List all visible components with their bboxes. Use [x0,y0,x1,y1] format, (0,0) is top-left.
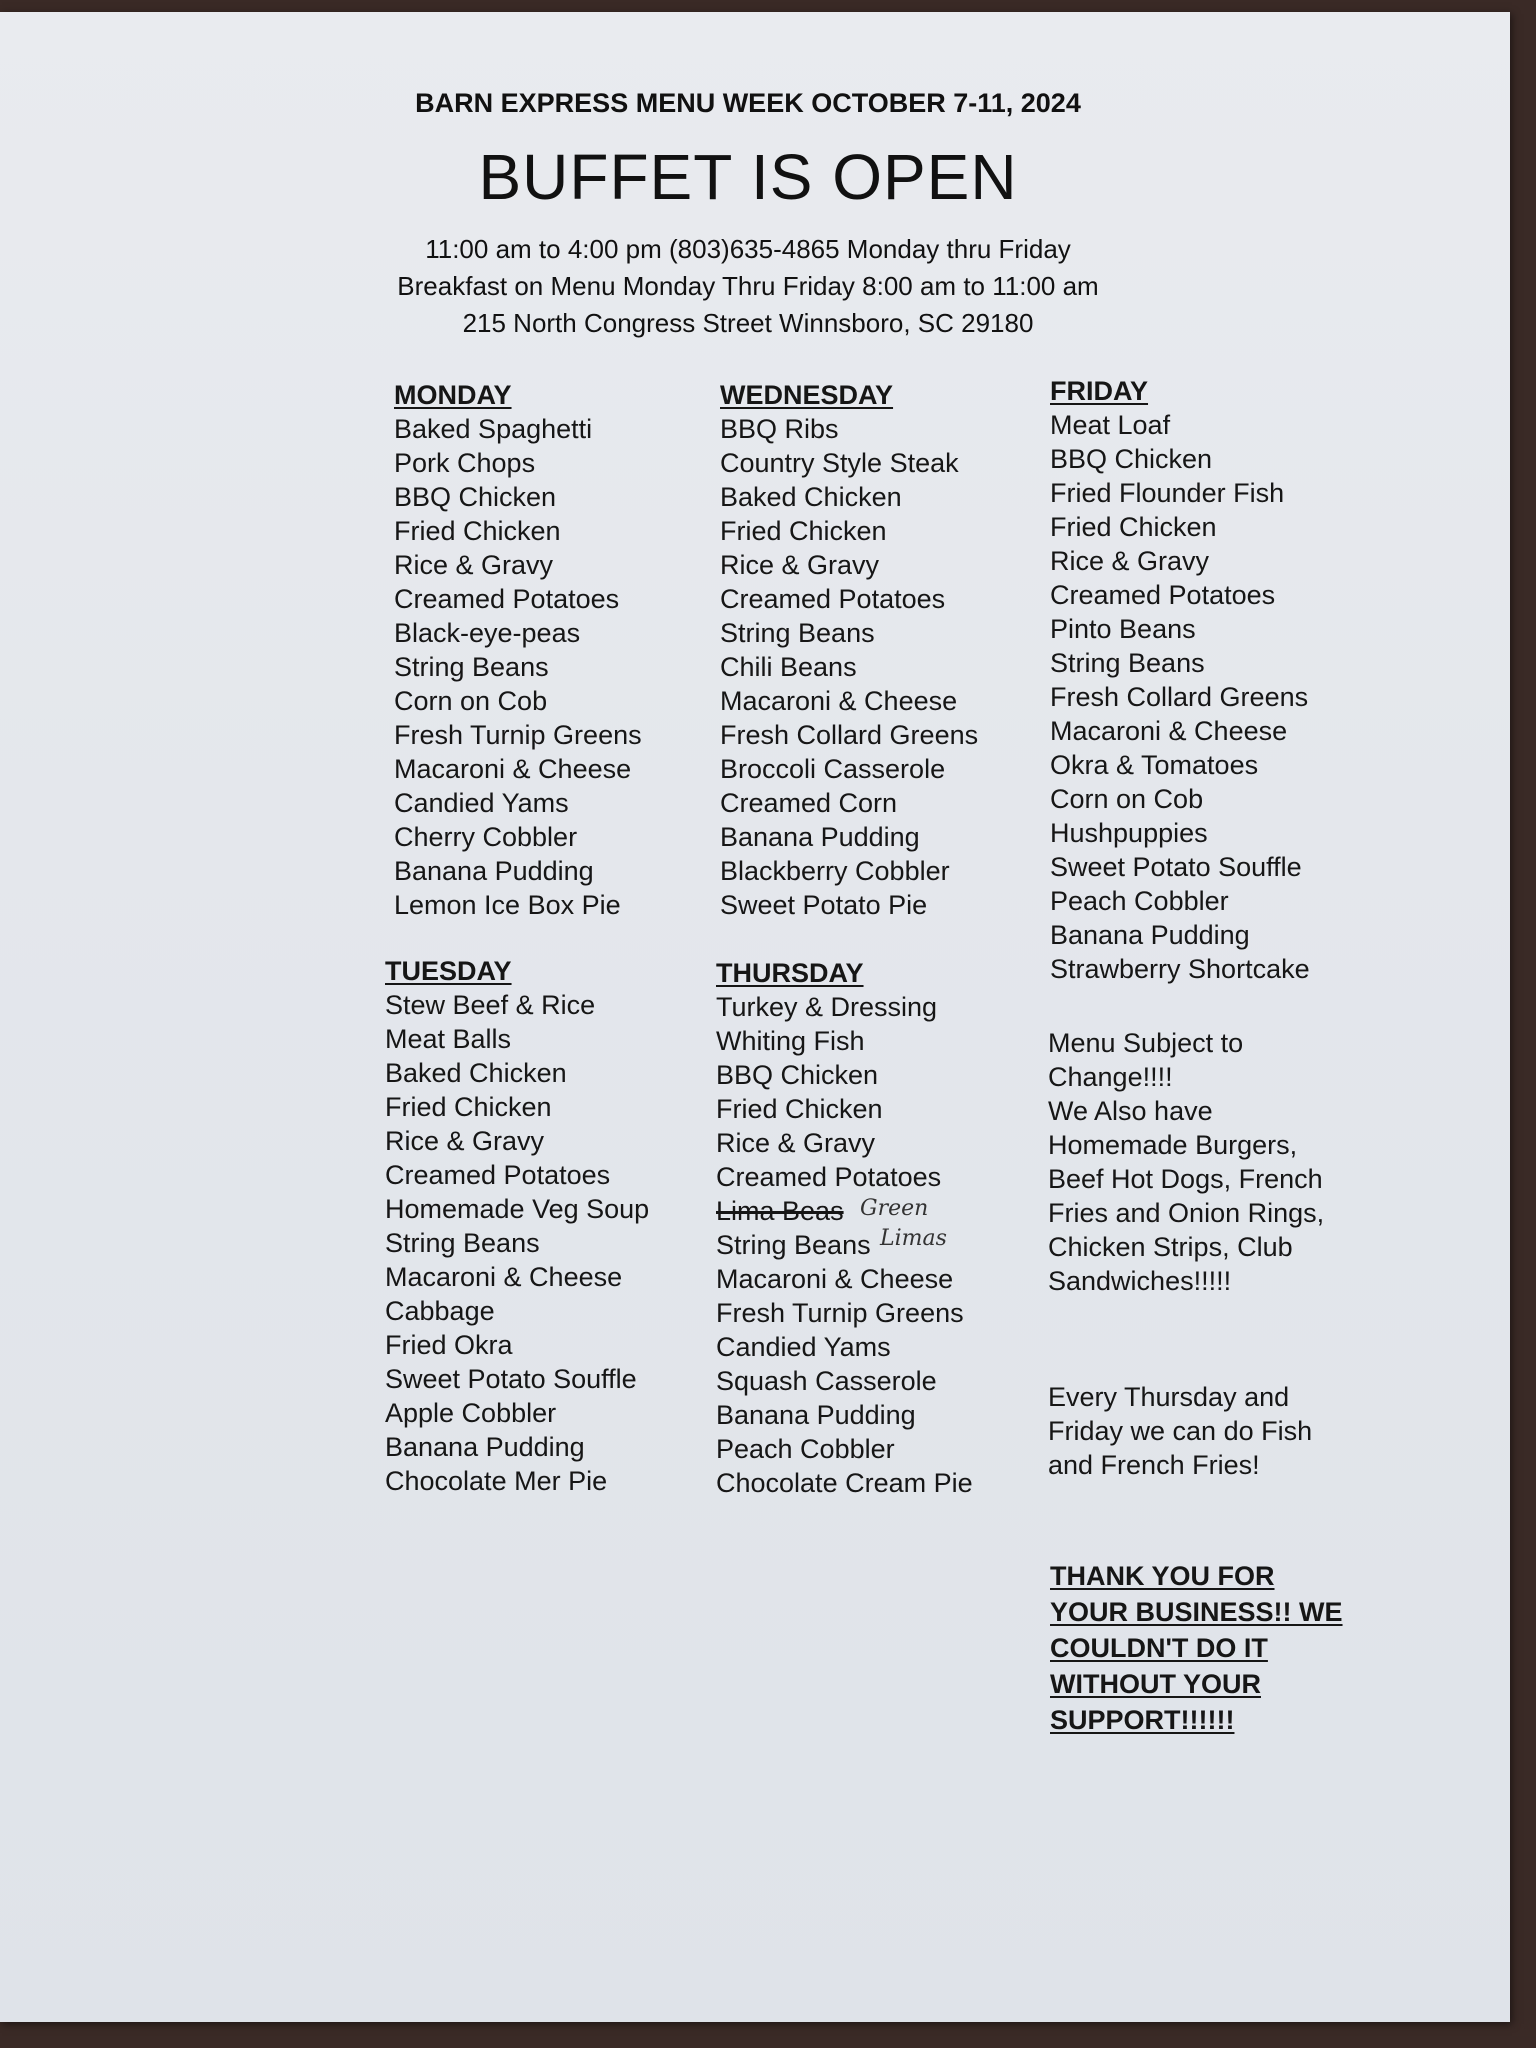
menu-item: Fresh Turnip Greens [394,720,642,750]
menu-item: Banana Pudding [385,1432,585,1462]
menu-item: Strawberry Shortcake [1050,954,1310,984]
menu-item: Fresh Collard Greens [1050,682,1309,712]
menu-item: Fried Okra [385,1330,513,1360]
menu-item: Hushpuppies [1050,818,1208,848]
struck-menu-item: Lima Beas [716,1196,844,1226]
menu-item: Chocolate Mer Pie [385,1466,608,1496]
menu-item: Creamed Corn [720,788,898,818]
menu-item: BBQ Chicken [394,482,557,512]
wednesday-column [720,378,978,922]
handwritten-note-limas: Limas [880,1226,947,1251]
buffet-heading: BUFFET IS OPEN [478,141,1018,213]
menu-item: Fried Flounder Fish [1050,478,1285,508]
menu-item: Country Style Steak [720,448,959,478]
menu-item: Baked Chicken [385,1058,567,1088]
menu-item: Turkey & Dressing [716,992,938,1022]
menu-item: BBQ Chicken [716,1060,879,1090]
menu-item: Baked Chicken [720,482,902,512]
menu-item: Rice & Gravy [720,550,880,580]
menu-item: Macaroni & Cheese [720,686,958,716]
menu-item: Meat Loaf [1050,410,1171,440]
menu-item: Candied Yams [394,788,569,818]
menu-item: Whiting Fish [716,1026,865,1056]
menu-item: Macaroni & Cheese [1050,716,1288,746]
friday-heading: FRIDAY [1050,376,1149,406]
menu-item: String Beans [720,618,875,648]
tuesday-heading: TUESDAY [385,956,512,986]
breakfast-line: Breakfast on Menu Monday Thru Friday 8:00 am to 11:00 am [397,271,1099,301]
menu-item: Creamed Potatoes [394,584,620,614]
menu-week-title: BARN EXPRESS MENU WEEK OCTOBER 7-11, 2024 [415,88,1081,118]
menu-item: Cherry Cobbler [394,822,578,852]
menu-item: Rice & Gravy [716,1128,876,1158]
menu-item: Broccoli Casserole [720,754,946,784]
monday-heading: MONDAY [394,380,512,410]
menu-item: Banana Pudding [720,822,920,852]
menu-item: Black-eye-peas [394,618,581,648]
menu-item: Creamed Potatoes [720,584,946,614]
menu-item: Corn on Cob [394,686,548,716]
menu-item: Blackberry Cobbler [720,856,950,886]
menu-item: String Beans [1050,648,1205,678]
address-line: 215 North Congress Street Winnsboro, SC 29180 [462,308,1034,338]
menu-item: String Beans [716,1230,871,1260]
menu-item: Macaroni & Cheese [385,1262,623,1292]
wednesday-heading: WEDNESDAY [720,380,894,410]
menu-item: Cabbage [385,1296,495,1326]
menu-item: Apple Cobbler [385,1398,557,1428]
handwritten-note-green: Green [860,1196,929,1221]
menu-item: Baked Spaghetti [394,414,593,444]
menu-item: Macaroni & Cheese [716,1264,954,1294]
menu-change-note: Menu Subject to Change!!!! [1048,1028,1244,1092]
menu-item: Peach Cobbler [1050,886,1229,916]
menu-item: Macaroni & Cheese [394,754,632,784]
menu-item: Banana Pudding [1050,920,1250,950]
menu-item: Meat Balls [385,1024,512,1054]
also-have-note: We Also have Homemade Burgers, Beef Hot Dogs, French Fries and Onion Rings, Chicken Strips, Club Sandwiches!!!!! [1048,1096,1325,1296]
tuesday-column [385,954,649,1498]
menu-item: Sweet Potato Souffle [385,1364,637,1394]
thursday-heading: THURSDAY [716,958,864,988]
menu-item: Okra & Tomatoes [1050,750,1259,780]
menu-item: Banana Pudding [394,856,594,886]
menu-item: Lemon Ice Box Pie [394,890,621,920]
menu-item: Fried Chicken [385,1092,552,1122]
menu-item: Pinto Beans [1050,614,1196,644]
menu-item: Creamed Potatoes [1050,580,1276,610]
menu-item: Fried Chicken [720,516,887,546]
menu-item: Chili Beans [720,652,857,682]
menu-item: Fried Chicken [716,1094,883,1124]
menu-item: Candied Yams [716,1332,891,1362]
menu-item: BBQ Ribs [720,414,839,444]
menu-item: Corn on Cob [1050,784,1204,814]
menu-item: Chocolate Cream Pie [716,1468,973,1498]
menu-item: Stew Beef & Rice [385,990,596,1020]
menu-item: Pork Chops [394,448,536,478]
fish-fries-note: Every Thursday and Friday we can do Fish and French Fries! [1048,1382,1313,1480]
menu-sheet [0,12,1510,2022]
menu-item: Fried Chicken [394,516,561,546]
menu-item: Homemade Veg Soup [385,1194,650,1224]
menu-item: Sweet Potato Souffle [1050,852,1302,882]
menu-item: Banana Pudding [716,1400,916,1430]
menu-item: Fresh Turnip Greens [716,1298,964,1328]
menu-item: Fresh Collard Greens [720,720,979,750]
menu-item: Fried Chicken [1050,512,1217,542]
menu-item: Sweet Potato Pie [720,890,928,920]
menu-item: Peach Cobbler [716,1434,895,1464]
menu-item: Creamed Potatoes [385,1160,611,1190]
monday-column [394,378,642,922]
friday-column [1050,374,1310,986]
menu-item: Rice & Gravy [1050,546,1210,576]
menu-item: Squash Casserole [716,1366,937,1396]
menu-item: BBQ Chicken [1050,444,1213,474]
menu-item: Rice & Gravy [385,1126,545,1156]
menu-item: String Beans [394,652,549,682]
hours-phone-line: 11:00 am to 4:00 pm (803)635-4865 Monday thru Friday [425,234,1071,264]
menu-item: String Beans [385,1228,540,1258]
menu-item: Rice & Gravy [394,550,554,580]
menu-item: Creamed Potatoes [716,1162,942,1192]
thank-you-note: THANK YOU FOR YOUR BUSINESS!! WE COULDN'T DO IT WITHOUT YOUR SUPPORT!!!!!! [1050,1561,1343,1735]
